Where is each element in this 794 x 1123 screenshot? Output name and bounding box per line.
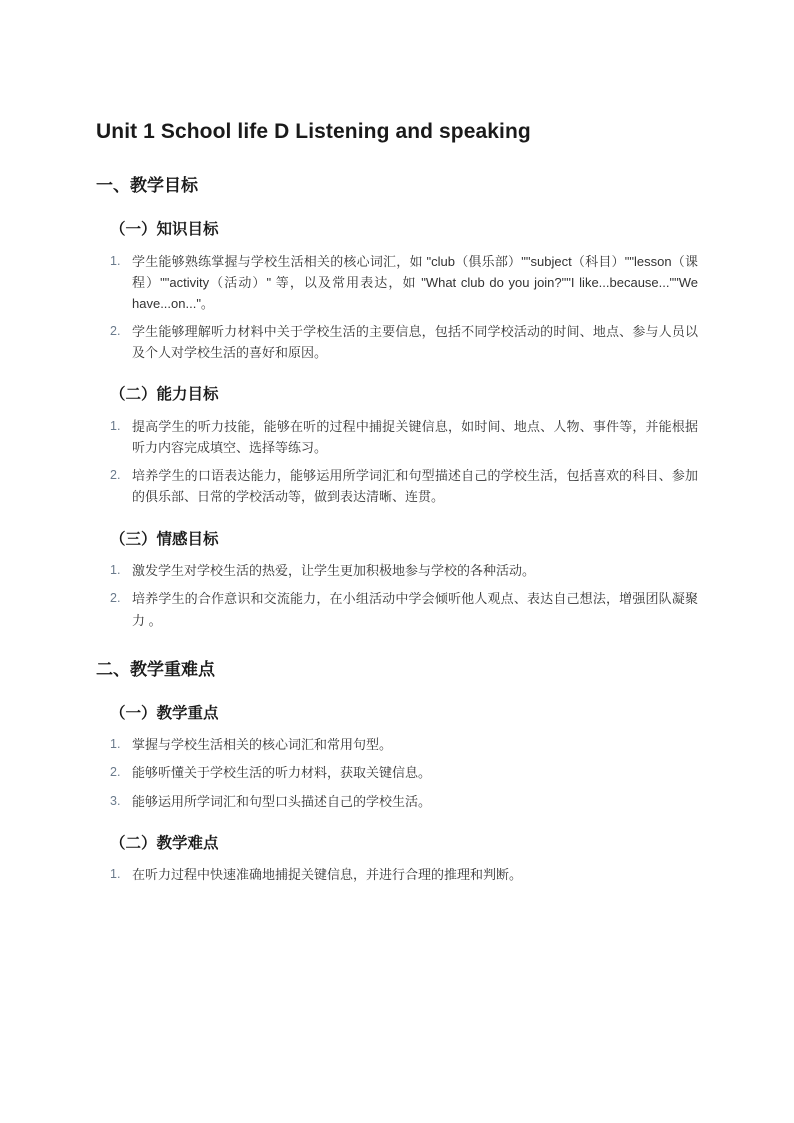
item-list-1-3 <box>96 560 698 630</box>
section-heading-2: 二、教学重难点 <box>96 659 215 679</box>
item-list-1-1 <box>96 251 698 363</box>
list-item: 在听力过程中快速准确地捕捉关键信息，并进行合理的推理和判断。 <box>132 867 523 883</box>
list-item: 培养学生的合作意识和交流能力，在小组活动中学会倾听他人观点、表达自己想法，增强团队凝聚力 。 <box>132 591 698 628</box>
section-heading-1: 一、教学目标 <box>96 176 198 196</box>
page-title: Unit 1 School life D Listening and speaking <box>96 120 531 143</box>
subsection-heading-1-3: （三）情感目标 <box>110 530 219 548</box>
list-item: 掌握与学校生活相关的核心词汇和常用句型。 <box>132 737 393 753</box>
subsection-heading-1-1: （一）知识目标 <box>110 221 219 239</box>
list-item: 激发学生对学校生活的热爱，让学生更加积极地参与学校的各种活动。 <box>132 563 536 579</box>
list-item: 学生能够熟练掌握与学校生活相关的核心词汇，如 "club（俱乐部）""subject（科目）""lesson（课程）""activity（活动）" 等，以及常用表达，如 "What club do you join?""I like...because...""We have...on..."。 <box>132 254 698 312</box>
list-item: 学生能够理解听力材料中关于学校生活的主要信息，包括不同学校活动的时间、地点、参与人员以及个人对学校生活的喜好和原因。 <box>132 324 698 361</box>
list-item: 能够运用所学词汇和句型口头描述自己的学校生活。 <box>132 793 432 809</box>
subsection-heading-1-2: （二）能力目标 <box>110 386 219 404</box>
subsection-heading-2-1: （一）教学重点 <box>110 704 219 722</box>
list-item: 能够听懂关于学校生活的听力材料，获取关键信息。 <box>132 765 432 781</box>
item-list-2-2 <box>96 864 698 885</box>
list-item: 培养学生的口语表达能力，能够运用所学词汇和句型描述自己的学校生活，包括喜欢的科目、参加的俱乐部、日常的学校活动等，做到表达清晰、连贯。 <box>132 468 698 505</box>
list-item: 提高学生的听力技能，能够在听的过程中捕捉关键信息，如时间、地点、人物、事件等，并能根据听力内容完成填空、选择等练习。 <box>132 419 698 456</box>
item-list-2-1 <box>96 734 698 811</box>
subsection-heading-2-2: （二）教学难点 <box>110 834 219 852</box>
item-list-1-2 <box>96 416 698 507</box>
